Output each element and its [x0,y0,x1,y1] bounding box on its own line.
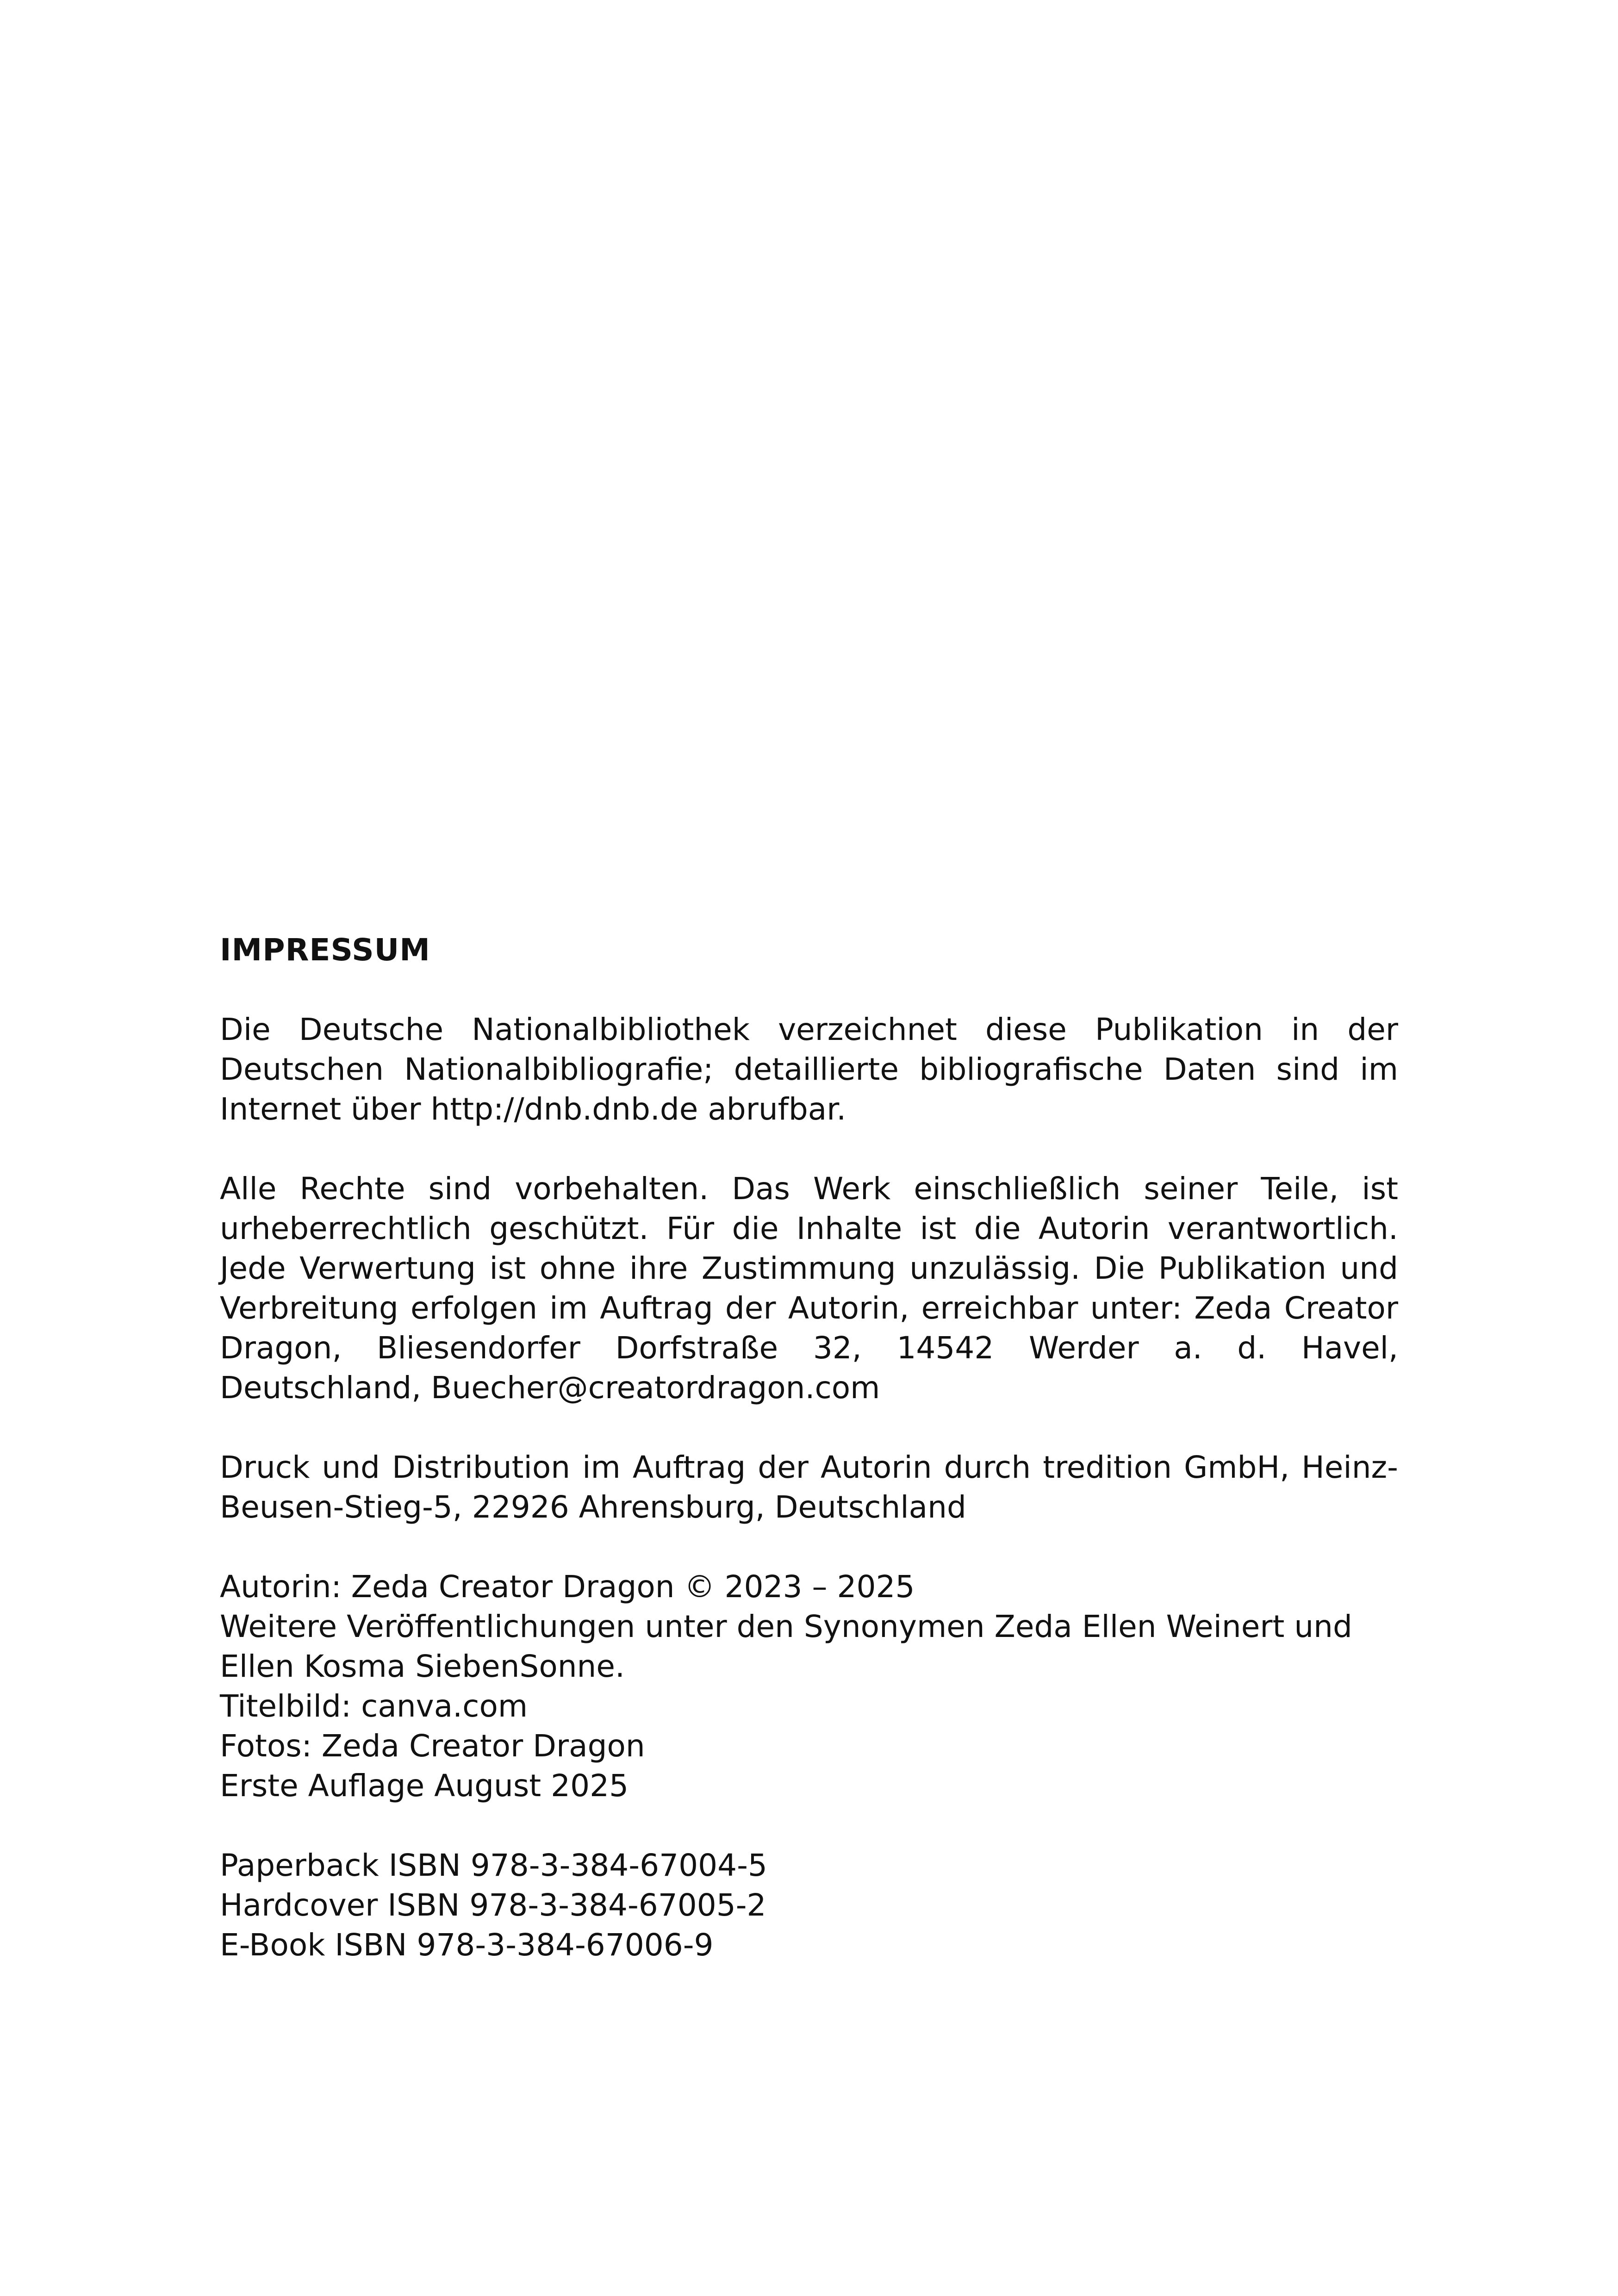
print-paragraph: Druck und Distribution im Auftrag der Autorin durch tredition GmbH, Heinz-Beusen-Stieg-5, 22926 Ahrensburg, Deutschland [220,1450,1398,1525]
dnb-paragraph: Die Deutsche Nationalbibliothek verzeichnet diese Publikation in der Deutschen Nationalbibliografie; detaillierte bibliografische Daten sind im Internet über http://dnb.dnb.de abrufbar. [220,1012,1398,1127]
isbn-hardcover: Hardcover ISBN 978-3-384-67005-2 [220,1887,766,1923]
rights-paragraph: Alle Rechte sind vorbehalten. Das Werk einschließlich seiner Teile, ist urheberrechtlich geschützt. Für die Inhalte ist die Autorin verantwortlich. Jede Verwertung ist ohne ihre Zustimmung unzulässig. Die Publikation und Verbreitung erfolgen im Auftrag der Autorin, erreichbar unter: Zeda Creator Dragon, Bliesendorfer Dorfstraße 32, 14542 Werder a. d. Havel, Deutschland, Buecher@creatordragon.com [220,1171,1398,1406]
impressum-page [220,930,1398,2005]
photos-credit-line: Fotos: Zeda Creator Dragon [220,1728,645,1764]
isbn-ebook: E-Book ISBN 978-3-384-67006-9 [220,1927,714,1963]
publications-line-2: Ellen Kosma SiebenSonne. [220,1649,625,1684]
isbn-block [220,1846,1398,1965]
impressum-heading: IMPRESSUM [220,932,430,968]
publications-line-1: Weitere Veröffentlichungen unter den Synonymen Zeda Ellen Weinert und [220,1609,1352,1644]
cover-credit-line: Titelbild: canva.com [220,1688,528,1724]
edition-line: Erste Auflage August 2025 [220,1768,629,1804]
author-line: Autorin: Zeda Creator Dragon © 2023 – 2025 [220,1569,915,1605]
isbn-paperback: Paperback ISBN 978-3-384-67004-5 [220,1848,767,1883]
credits-block [220,1567,1398,1806]
